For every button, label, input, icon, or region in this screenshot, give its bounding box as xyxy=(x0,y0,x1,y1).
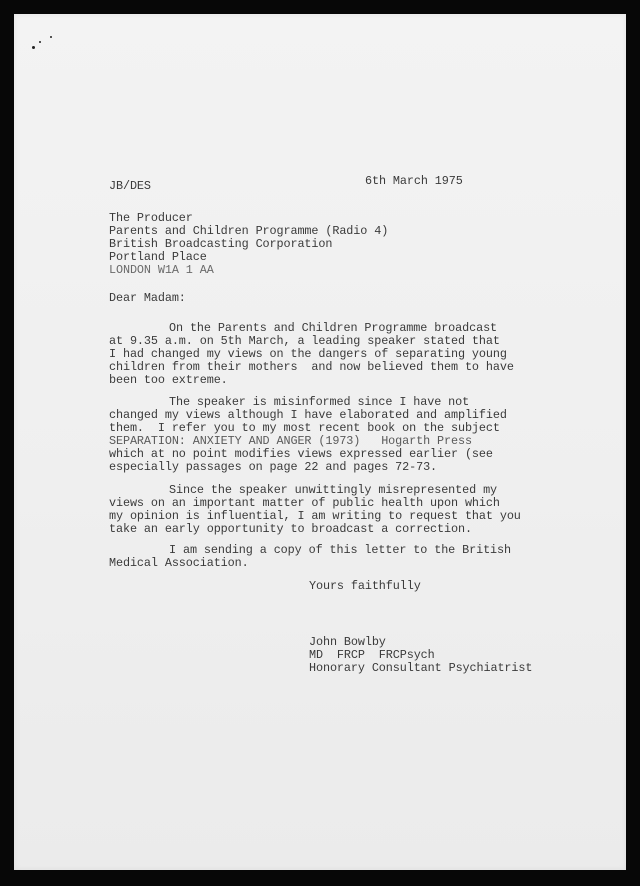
recipient-line: The Producer xyxy=(109,211,193,225)
paragraph-line: Medical Association. xyxy=(109,556,249,570)
reference-code: JB/DES xyxy=(109,179,151,193)
paragraph-line: them. I refer you to my most recent book on the subject xyxy=(109,421,500,435)
paragraph-line: at 9.35 a.m. on 5th March, a leading speaker stated that xyxy=(109,334,500,348)
paragraph-line: I had changed my views on the dangers of separating young xyxy=(109,347,507,361)
ink-speck xyxy=(32,46,35,49)
signatory-qualifications: MD FRCP FRCPsych xyxy=(309,648,435,662)
paragraph-line: my opinion is influential, I am writing to request that you xyxy=(109,509,521,523)
paragraph-line: The speaker is misinformed since I have not xyxy=(169,395,470,409)
paragraph-line: I am sending a copy of this letter to the British xyxy=(169,543,511,557)
letter-page xyxy=(14,14,626,870)
recipient-line: Portland Place xyxy=(109,250,207,264)
paragraph-line: views on an important matter of public health upon which xyxy=(109,496,500,510)
recipient-line: LONDON W1A 1 AA xyxy=(109,263,214,277)
paragraph-line: been too extreme. xyxy=(109,373,228,387)
paragraph-line: Since the speaker unwittingly misrepresented my xyxy=(169,483,498,497)
recipient-line: Parents and Children Programme (Radio 4) xyxy=(109,224,389,238)
paragraph-line: On the Parents and Children Programme broadcast xyxy=(169,321,498,335)
recipient-line: British Broadcasting Corporation xyxy=(109,237,333,251)
signatory-name: John Bowlby xyxy=(309,635,386,649)
signatory-title: Honorary Consultant Psychiatrist xyxy=(309,661,533,675)
paragraph-line: SEPARATION: ANXIETY AND ANGER (1973) Hogarth Press xyxy=(109,434,472,448)
ink-speck xyxy=(50,36,52,38)
paragraph-line: take an early opportunity to broadcast a correction. xyxy=(109,522,472,536)
paragraph-line: especially passages on page 22 and pages 72-73. xyxy=(109,460,438,474)
ink-speck xyxy=(39,41,41,43)
paragraph-line: changed my views although I have elaborated and amplified xyxy=(109,408,507,422)
letter-date: 6th March 1975 xyxy=(365,174,463,188)
paragraph-line: children from their mothers and now believed them to have xyxy=(109,360,514,374)
paragraph-line: which at no point modifies views expressed earlier (see xyxy=(109,447,493,461)
closing: Yours faithfully xyxy=(309,579,421,593)
salutation: Dear Madam: xyxy=(109,291,186,305)
